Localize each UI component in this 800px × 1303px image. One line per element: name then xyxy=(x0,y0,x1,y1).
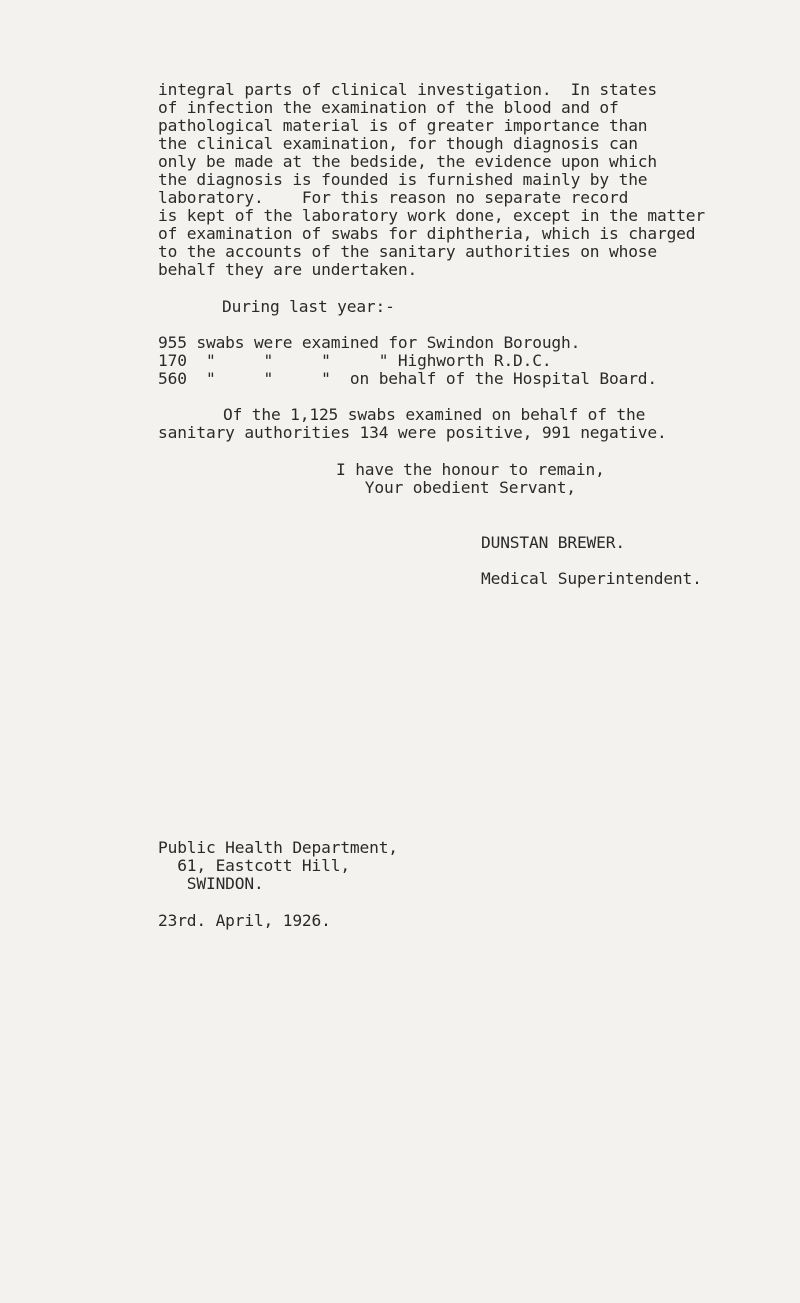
text-line: of infection the examination of the blood and of xyxy=(158,98,619,117)
signature-title: Medical Superintendent. xyxy=(481,569,702,588)
text-line: the clinical examination, for though diagnosis can xyxy=(158,134,638,153)
address-line: 61, Eastcott Hill, xyxy=(158,856,350,875)
text-line: behalf they are undertaken. xyxy=(158,260,418,279)
signature-name: DUNSTAN BREWER. xyxy=(481,533,625,552)
text-line: laboratory. For this reason no separate record xyxy=(158,188,629,207)
text-line: Of the 1,125 swabs examined on behalf of the xyxy=(223,405,646,424)
text-line: of examination of swabs for diphtheria, which is charged xyxy=(158,224,696,243)
text-line: pathological material is of greater importance than xyxy=(158,116,648,135)
text-line: sanitary authorities 134 were positive, 991 negative. xyxy=(158,423,667,442)
text-line: the diagnosis is founded is furnished mainly by the xyxy=(158,170,648,189)
swab-row: 955 swabs were examined for Swindon Borough. xyxy=(158,333,581,352)
swab-row: 170 " " " " Highworth R.D.C. xyxy=(158,351,552,370)
letter-date: 23rd. April, 1926. xyxy=(158,911,331,930)
address-line: SWINDON. xyxy=(158,874,264,893)
swab-row: 560 " " " on behalf of the Hospital Board. xyxy=(158,369,657,388)
during-heading: During last year:- xyxy=(222,297,395,316)
text-line: to the accounts of the sanitary authorities on whose xyxy=(158,242,657,261)
text-line: integral parts of clinical investigation. In states xyxy=(158,80,657,99)
text-line: I have the honour to remain, xyxy=(336,460,605,479)
text-line: is kept of the laboratory work done, except in the matter xyxy=(158,206,705,225)
address-line: Public Health Department, xyxy=(158,838,398,857)
text-line: Your obedient Servant, xyxy=(336,478,576,497)
text-line: only be made at the bedside, the evidence upon which xyxy=(158,152,657,171)
